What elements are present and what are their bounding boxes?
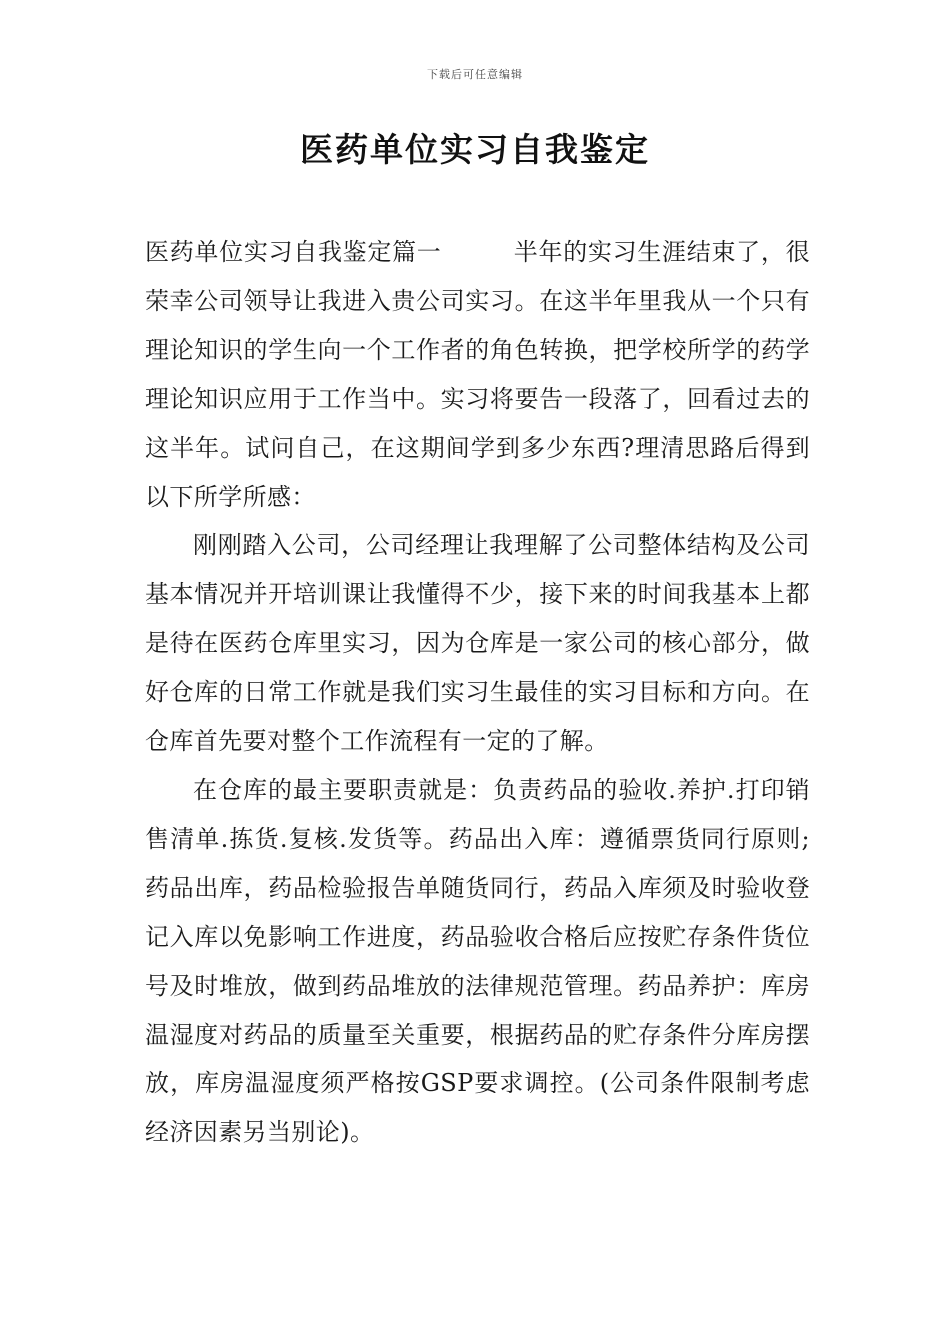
header-note: 下载后可任意编辑 <box>427 68 523 81</box>
paragraph-1 <box>145 228 810 521</box>
paragraph-1-lead: 医药单位实习自我鉴定篇一 <box>145 238 442 266</box>
paragraph-2: 刚刚踏入公司，公司经理让我理解了公司整体结构及公司基本情况并开培训课让我懂得不少，接下来的时间我基本上都是待在医药仓库里实习，因为仓库是一家公司的核心部分，做好仓库的日常工作就是我们实习生最佳的实习目标和方向。在仓库首先要对整个工作流程有一定的了解。 <box>145 531 810 756</box>
paragraph-3: 在仓库的最主要职责就是：负责药品的验收.养护.打印销售清单.拣货.复核.发货等。药品出入库：遵循票货同行原则;药品出库，药品检验报告单随货同行，药品入库须及时验收登记入库以免影响工作进度，药品验收合格后应按贮存条件货位号及时堆放，做到药品堆放的法律规范管理。药品养护：库房温湿度对药品的质量至关重要，根据药品的贮存条件分库房摆放，库房温湿度须严格按GSP要求调控。(公司条件限制考虑经济因素另当别论)。 <box>145 775 810 1147</box>
document-body <box>145 228 810 1157</box>
document-title: 医药单位实习自我鉴定 <box>300 130 650 169</box>
paragraph-1-body: 半年的实习生涯结束了，很荣幸公司领导让我进入贵公司实习。在这半年里我从一个只有理论知识的学生向一个工作者的角色转换，把学校所学的药学理论知识应用于工作当中。实习将要告一段落了，回看过去的这半年。试问自己，在这期间学到多少东西?理清思路后得到以下所学所感： <box>145 238 810 511</box>
